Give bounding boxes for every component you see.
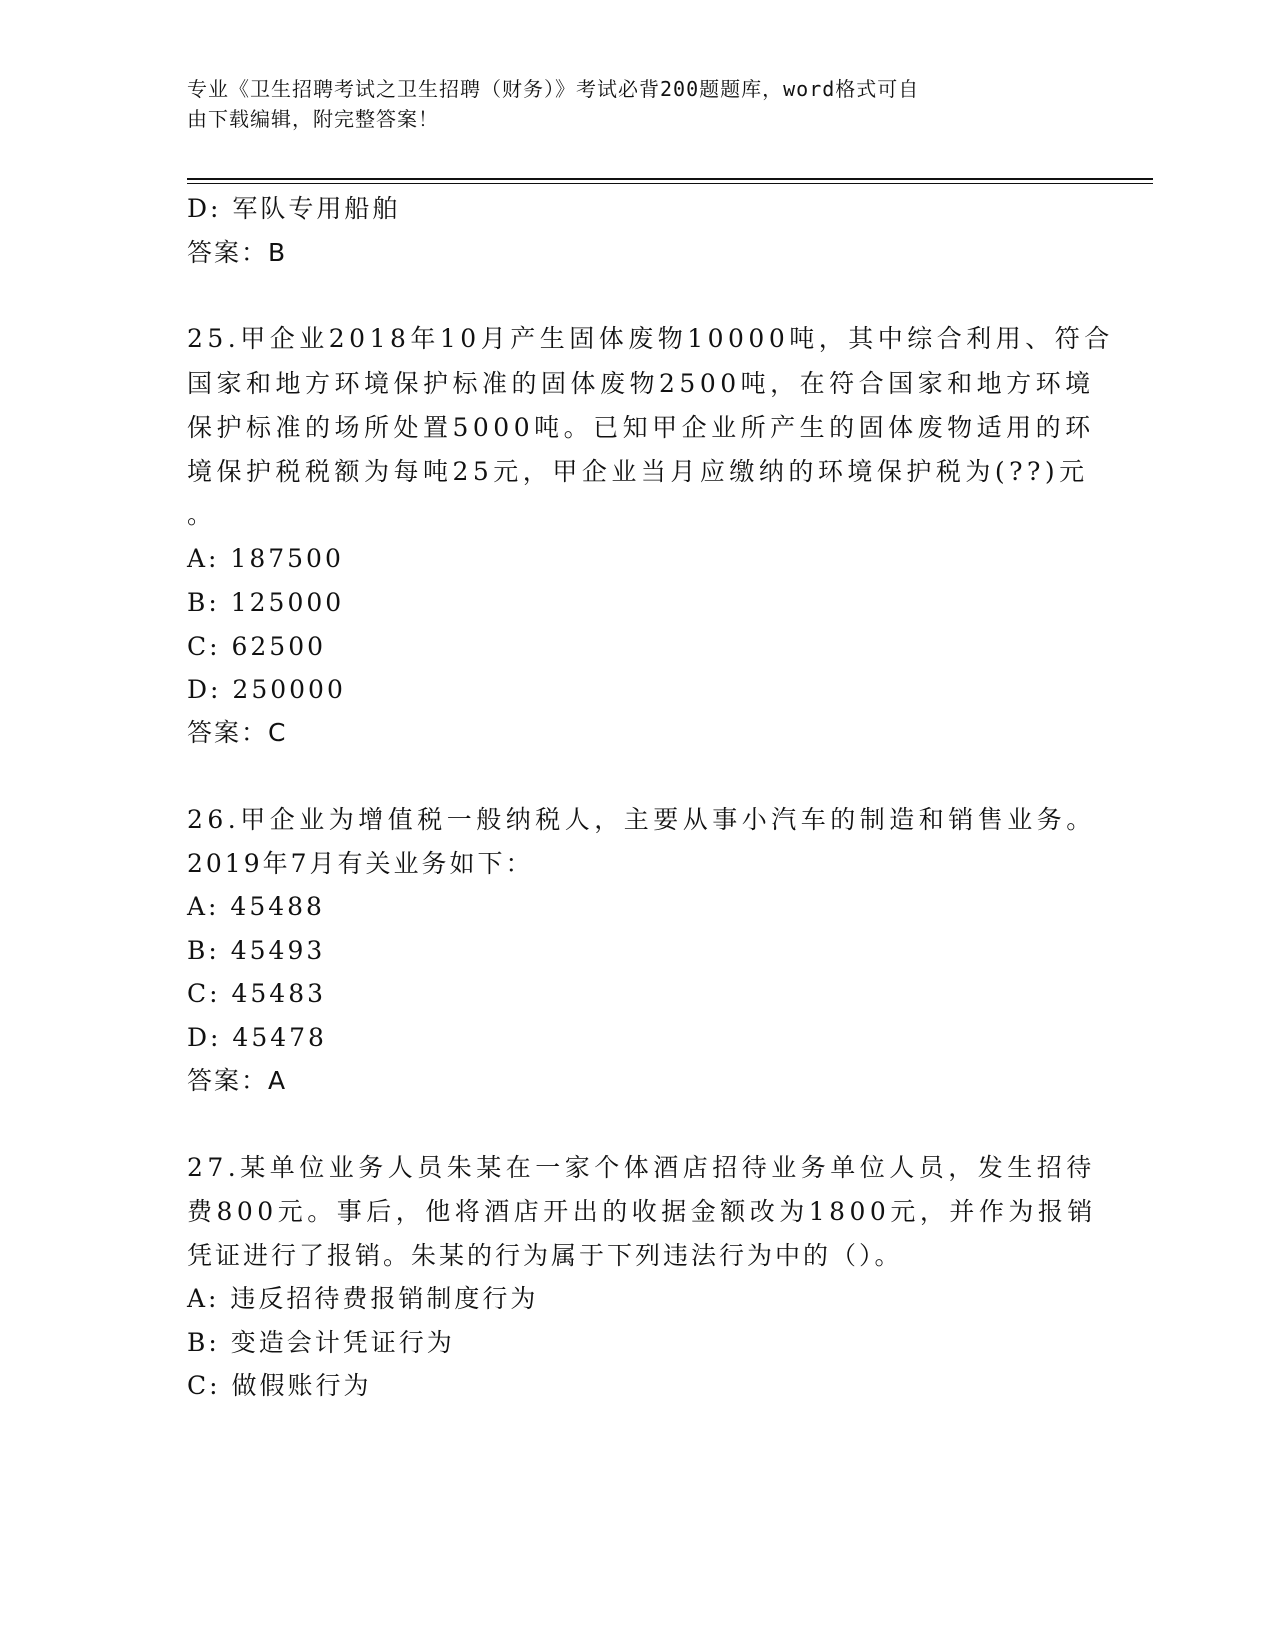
q27-text-line-2: 费800元。事后，他将酒店开出的收据金额改为1800元，并作为报销 <box>187 1197 1097 1226</box>
q27-option-c: C: 做假账行为 <box>187 1371 372 1400</box>
q26-option-d: D: 45478 <box>187 1023 327 1052</box>
q25-option-d: D: 250000 <box>187 675 346 704</box>
header-line-2: 由下载编辑，附完整答案！ <box>187 107 439 131</box>
q26-text-line-2: 2019年7月有关业务如下： <box>187 849 534 878</box>
header-divider-thin <box>187 183 1153 184</box>
q26-option-a: A: 45488 <box>187 892 325 921</box>
q25-text-line-1: 25.甲企业2018年10月产生固体废物10000吨，其中综合利用、符合 <box>187 324 1114 353</box>
prev-option-d: D: 军队专用船舶 <box>187 194 401 223</box>
q27-option-a: A: 违反招待费报销制度行为 <box>187 1284 539 1313</box>
q27-option-b: B: 变造会计凭证行为 <box>187 1328 455 1357</box>
q25-text-line-2: 国家和地方环境保护标准的固体废物2500吨，在符合国家和地方环境 <box>187 369 1095 398</box>
q26-answer: 答案：A <box>187 1066 288 1095</box>
q25-text-line-5: 。 <box>187 500 216 529</box>
q26-option-c: C: 45483 <box>187 979 327 1008</box>
prev-answer: 答案：B <box>187 238 288 267</box>
q27-text-line-1: 27.某单位业务人员朱某在一家个体酒店招待业务单位人员，发生招待 <box>187 1153 1096 1182</box>
q25-option-b: B: 125000 <box>187 588 345 617</box>
q27-text-line-3: 凭证进行了报销。朱某的行为属于下列违法行为中的（）。 <box>187 1241 903 1270</box>
header-divider-thick <box>187 178 1153 180</box>
header-line-1: 专业《卫生招聘考试之卫生招聘（财务）》考试必背200题题库，word格式可自 <box>187 77 920 101</box>
q26-option-b: B: 45493 <box>187 936 326 965</box>
q25-answer: 答案：C <box>187 718 288 747</box>
q25-option-a: A: 187500 <box>187 544 344 573</box>
q25-text-line-4: 境保护税税额为每吨25元，甲企业当月应缴纳的环境保护税为(??)元 <box>187 457 1089 486</box>
q25-option-c: C: 62500 <box>187 632 327 661</box>
q26-text-line-1: 26.甲企业为增值税一般纳税人，主要从事小汽车的制造和销售业务。 <box>187 805 1096 834</box>
q25-text-line-3: 保护标准的场所处置5000吨。已知甲企业所产生的固体废物适用的环 <box>187 413 1095 442</box>
document-header <box>187 74 1067 134</box>
